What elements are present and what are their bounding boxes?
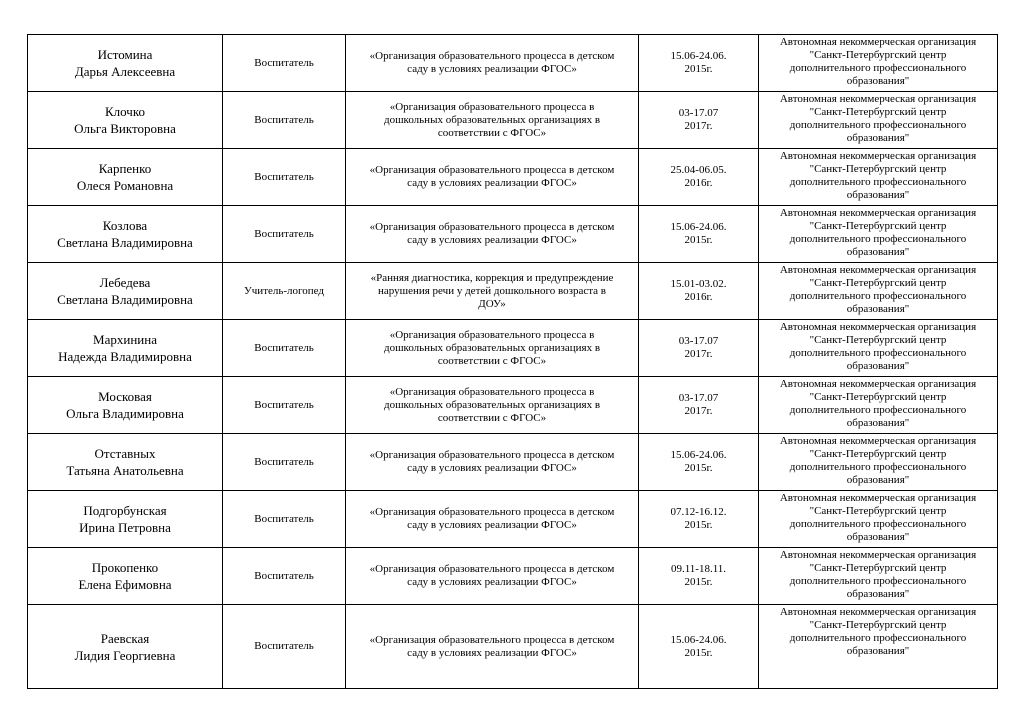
course-dates-cell-line: 09.11-18.11.: [670, 563, 727, 575]
position-cell: [223, 377, 346, 434]
table-row: [28, 263, 998, 320]
table-row: [28, 377, 998, 434]
teacher-name-cell-line: Ольга Викторовна: [74, 121, 176, 136]
teacher-name-cell-line: Дарья Алексеевна: [74, 64, 176, 79]
teacher-name-cell-line: Клочко: [104, 104, 145, 119]
course-title-cell-line: саду в условиях реализации ФГОС»: [407, 177, 577, 189]
position-cell-line: Воспитатель: [254, 170, 314, 183]
organization-cell-line: Автономная некоммерческая организация: [779, 207, 977, 219]
teacher-name-cell: [28, 206, 223, 263]
organization-cell-line: Автономная некоммерческая организация: [779, 36, 977, 48]
course-title-cell-line: соответствии с ФГОС»: [437, 126, 547, 139]
organization-cell-line: дополнительного профессионального: [789, 347, 967, 359]
teacher-name-cell-line: Елена Ефимовна: [78, 577, 172, 592]
course-dates-cell-line: 15.01-03.02.: [670, 278, 727, 290]
course-title-cell-line: саду в условиях реализации ФГОС»: [407, 462, 577, 474]
course-title-cell-line: «Организация образовательного процесса в детском: [369, 506, 615, 518]
teacher-name-cell-line: Светлана Владимировна: [57, 235, 193, 250]
position-cell: [223, 206, 346, 263]
organization-cell: [759, 377, 998, 434]
course-dates-cell-line: 2016г.: [684, 177, 713, 189]
teacher-name-cell: [28, 377, 223, 434]
organization-cell-line: образования": [846, 588, 910, 600]
course-title-cell-line: нарушения речи у детей дошкольного возраста в: [378, 284, 606, 297]
position-cell-line: Воспитатель: [254, 113, 314, 126]
course-dates-cell-line: 03-17.07: [678, 107, 719, 119]
table-row: [28, 605, 998, 689]
position-cell-line: Воспитатель: [254, 512, 314, 525]
position-cell: [223, 263, 346, 320]
table-row: [28, 206, 998, 263]
organization-cell: [759, 320, 998, 377]
teacher-name-cell-line: Отставных: [94, 446, 156, 461]
position-cell: [223, 434, 346, 491]
course-dates-cell: [639, 92, 759, 149]
organization-cell-line: образования": [846, 132, 910, 144]
teacher-name-cell-line: Ольга Владимировна: [66, 406, 184, 421]
organization-cell-line: Автономная некоммерческая организация: [779, 606, 977, 618]
organization-cell-line: образования": [846, 531, 910, 543]
organization-cell-line: "Санкт-Петербургский центр: [809, 505, 947, 517]
table-row: [28, 491, 998, 548]
table-row: [28, 149, 998, 206]
organization-cell-line: Автономная некоммерческая организация: [779, 435, 977, 447]
position-cell: [223, 35, 346, 92]
course-title-cell: [346, 35, 639, 92]
organization-cell-line: образования": [846, 303, 910, 315]
teacher-name-cell: [28, 491, 223, 548]
teacher-name-cell: [28, 35, 223, 92]
table-row: [28, 434, 998, 491]
course-dates-cell-line: 2015г.: [684, 63, 713, 75]
teacher-name-cell: [28, 605, 223, 689]
course-title-cell-line: соответствии с ФГОС»: [437, 354, 547, 367]
position-cell: [223, 491, 346, 548]
teacher-name-cell-line: Истомина: [97, 47, 153, 62]
course-title-cell-line: саду в условиях реализации ФГОС»: [407, 646, 577, 659]
position-cell-line: Воспитатель: [254, 227, 314, 240]
course-title-cell: [346, 320, 639, 377]
course-dates-cell-line: 15.06-24.06.: [670, 50, 727, 62]
position-cell: [223, 605, 346, 689]
course-dates-cell: [639, 149, 759, 206]
position-cell: [223, 149, 346, 206]
position-cell: [223, 548, 346, 605]
organization-cell-line: "Санкт-Петербургский центр: [809, 448, 947, 460]
teacher-name-cell: [28, 149, 223, 206]
course-dates-cell-line: 2017г.: [684, 405, 713, 417]
course-title-cell-line: «Организация образовательного процесса в детском: [369, 50, 615, 62]
organization-cell-line: Автономная некоммерческая организация: [779, 378, 977, 390]
organization-cell-line: Автономная некоммерческая организация: [779, 93, 977, 105]
organization-cell: [759, 434, 998, 491]
course-dates-cell-line: 25.04-06.05.: [670, 164, 727, 176]
organization-cell-line: Автономная некоммерческая организация: [779, 150, 977, 162]
course-title-cell-line: ДОУ»: [478, 297, 506, 310]
course-title-cell: [346, 491, 639, 548]
organization-cell-line: дополнительного профессионального: [789, 119, 967, 131]
course-title-cell-line: саду в условиях реализации ФГОС»: [407, 234, 577, 246]
course-title-cell: [346, 206, 639, 263]
course-dates-cell-line: 2015г.: [684, 519, 713, 531]
course-dates-cell: [639, 605, 759, 689]
position-cell: [223, 320, 346, 377]
table-row: [28, 548, 998, 605]
teacher-name-cell: [28, 548, 223, 605]
organization-cell-line: "Санкт-Петербургский центр: [809, 106, 947, 118]
course-title-cell-line: дошкольных образовательных организациях в: [383, 341, 601, 354]
course-dates-cell-line: 2015г.: [684, 646, 713, 659]
course-dates-cell: [639, 377, 759, 434]
course-dates-cell-line: 03-17.07: [678, 335, 719, 347]
organization-cell: [759, 491, 998, 548]
organization-cell-line: образования": [846, 360, 910, 372]
teacher-name-cell-line: Олеся Романовна: [76, 178, 174, 193]
organization-cell-line: образования": [846, 246, 910, 258]
organization-cell-line: "Санкт-Петербургский центр: [809, 562, 947, 574]
course-title-cell-line: «Ранняя диагностика, коррекция и предупреждение: [370, 271, 614, 284]
organization-cell-line: дополнительного профессионального: [789, 233, 967, 245]
organization-cell-line: "Санкт-Петербургский центр: [809, 163, 947, 175]
course-dates-cell: [639, 35, 759, 92]
position-cell-line: Воспитатель: [254, 341, 314, 354]
course-dates-cell: [639, 491, 759, 548]
position-cell-line: Воспитатель: [254, 56, 314, 69]
course-dates-cell-line: 2015г.: [684, 462, 713, 474]
course-title-cell-line: саду в условиях реализации ФГОС»: [407, 519, 577, 531]
organization-cell: [759, 263, 998, 320]
organization-cell-line: дополнительного профессионального: [789, 575, 967, 587]
teacher-name-cell-line: Раевская: [100, 630, 150, 646]
organization-cell-line: дополнительного профессионального: [789, 461, 967, 473]
organization-cell: [759, 35, 998, 92]
course-title-cell-line: «Организация образовательного процесса в: [389, 100, 595, 113]
table-row: [28, 92, 998, 149]
position-cell-line: Воспитатель: [254, 455, 314, 468]
course-dates-cell-line: 2017г.: [684, 120, 713, 132]
organization-cell-line: Автономная некоммерческая организация: [779, 549, 977, 561]
course-dates-cell-line: 15.06-24.06.: [670, 633, 727, 646]
position-cell: [223, 92, 346, 149]
teacher-name-cell: [28, 263, 223, 320]
organization-cell-line: Автономная некоммерческая организация: [779, 492, 977, 504]
organization-cell-line: дополнительного профессионального: [789, 404, 967, 416]
organization-cell-line: "Санкт-Петербургский центр: [809, 334, 947, 346]
organization-cell-line: образования": [846, 474, 910, 486]
organization-cell-line: "Санкт-Петербургский центр: [809, 619, 947, 631]
course-dates-cell: [639, 434, 759, 491]
teacher-name-cell-line: Козлова: [102, 218, 148, 233]
staff-training-table: [27, 34, 998, 689]
teacher-name-cell-line: Прокопенко: [91, 560, 159, 575]
course-title-cell: [346, 92, 639, 149]
course-dates-cell-line: 2016г.: [684, 291, 713, 303]
course-title-cell: [346, 263, 639, 320]
course-title-cell: [346, 149, 639, 206]
teacher-name-cell-line: Карпенко: [98, 161, 152, 176]
organization-cell-line: дополнительного профессионального: [789, 518, 967, 530]
organization-cell-line: дополнительного профессионального: [789, 290, 967, 302]
teacher-name-cell-line: Надежда Владимировна: [58, 349, 192, 364]
position-cell-line: Воспитатель: [254, 398, 314, 411]
teacher-name-cell-line: Лебедева: [99, 275, 151, 290]
organization-cell-line: образования": [846, 75, 910, 87]
organization-cell-line: образования": [846, 189, 910, 201]
table-row: [28, 320, 998, 377]
teacher-name-cell-line: Лидия Георгиевна: [74, 647, 176, 663]
position-cell-line: Воспитатель: [254, 640, 314, 652]
position-cell-line: Учитель-логопед: [243, 284, 324, 297]
course-title-cell: [346, 434, 639, 491]
teacher-name-cell: [28, 92, 223, 149]
course-title-cell-line: саду в условиях реализации ФГОС»: [407, 63, 577, 75]
teacher-name-cell-line: Подгорбунская: [83, 503, 167, 518]
teacher-name-cell-line: Светлана Владимировна: [57, 292, 193, 307]
teacher-name-cell-line: Ирина Петровна: [79, 520, 171, 535]
course-dates-cell-line: 07.12-16.12.: [670, 506, 727, 518]
course-title-cell-line: «Организация образовательного процесса в детском: [369, 633, 615, 646]
course-title-cell-line: саду в условиях реализации ФГОС»: [407, 576, 577, 588]
course-dates-cell-line: 2015г.: [684, 576, 713, 588]
course-title-cell-line: «Организация образовательного процесса в детском: [369, 221, 615, 233]
teacher-name-cell-line: Мархинина: [93, 332, 157, 347]
course-title-cell-line: дошкольных образовательных организациях в: [383, 113, 601, 126]
organization-cell: [759, 206, 998, 263]
table-body: [28, 35, 998, 689]
course-dates-cell: [639, 263, 759, 320]
organization-cell-line: Автономная некоммерческая организация: [779, 321, 977, 333]
course-title-cell-line: «Организация образовательного процесса в: [389, 328, 595, 341]
course-dates-cell: [639, 548, 759, 605]
organization-cell-line: "Санкт-Петербургский центр: [809, 220, 947, 232]
course-dates-cell-line: 15.06-24.06.: [670, 449, 727, 461]
organization-cell-line: Автономная некоммерческая организация: [779, 264, 977, 276]
organization-cell: [759, 548, 998, 605]
course-title-cell: [346, 548, 639, 605]
course-title-cell: [346, 377, 639, 434]
organization-cell-line: "Санкт-Петербургский центр: [809, 391, 947, 403]
course-dates-cell: [639, 320, 759, 377]
course-title-cell-line: «Организация образовательного процесса в: [389, 385, 595, 398]
organization-cell-line: образования": [846, 645, 910, 657]
organization-cell-line: дополнительного профессионального: [789, 62, 967, 74]
organization-cell-line: "Санкт-Петербургский центр: [809, 277, 947, 289]
position-cell-line: Воспитатель: [254, 569, 314, 582]
course-dates-cell-line: 15.06-24.06.: [670, 221, 727, 233]
teacher-name-cell: [28, 434, 223, 491]
teacher-name-cell-line: Московая: [98, 389, 152, 404]
course-title-cell-line: «Организация образовательного процесса в детском: [369, 449, 615, 461]
teacher-name-cell-line: Татьяна Анатольевна: [66, 463, 184, 478]
course-dates-cell-line: 2015г.: [684, 234, 713, 246]
course-dates-cell-line: 03-17.07: [678, 392, 719, 404]
course-title-cell-line: дошкольных образовательных организациях в: [383, 398, 601, 411]
organization-cell: [759, 92, 998, 149]
organization-cell-line: образования": [846, 417, 910, 429]
course-title-cell: [346, 605, 639, 689]
course-title-cell-line: «Организация образовательного процесса в детском: [369, 563, 615, 575]
teacher-name-cell: [28, 320, 223, 377]
course-dates-cell: [639, 206, 759, 263]
course-dates-cell-line: 2017г.: [684, 348, 713, 360]
course-title-cell-line: «Организация образовательного процесса в детском: [369, 164, 615, 176]
organization-cell: [759, 149, 998, 206]
organization-cell: [759, 605, 998, 689]
organization-cell-line: дополнительного профессионального: [789, 632, 967, 644]
table-row: [28, 35, 998, 92]
organization-cell-line: дополнительного профессионального: [789, 176, 967, 188]
course-title-cell-line: соответствии с ФГОС»: [437, 411, 547, 424]
organization-cell-line: "Санкт-Петербургский центр: [809, 49, 947, 61]
